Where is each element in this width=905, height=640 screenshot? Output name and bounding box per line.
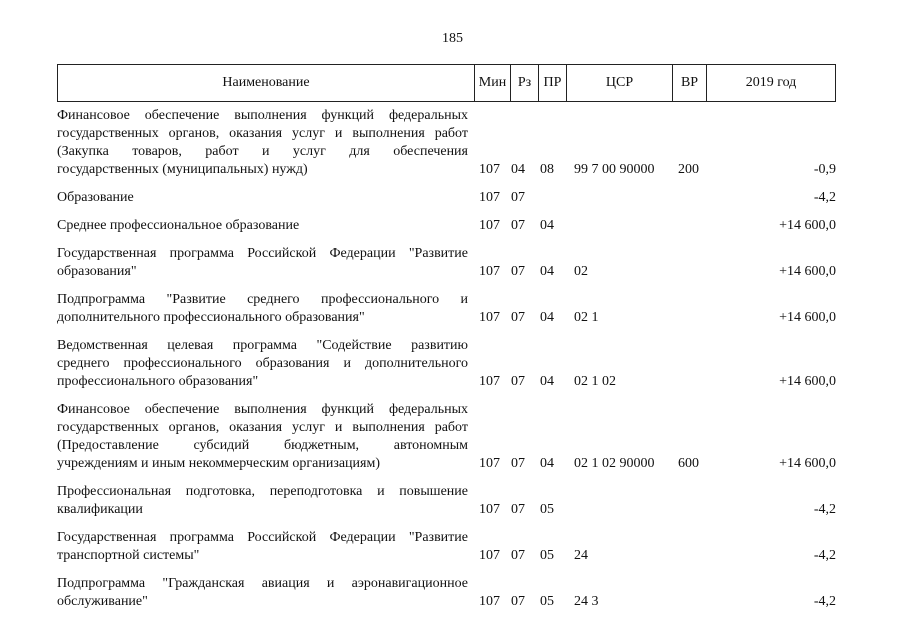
table-row <box>57 107 836 179</box>
table-row <box>57 529 836 565</box>
page-number: 185 <box>442 31 463 46</box>
row-vr: 600 <box>678 456 699 471</box>
row-name-line: государственных органов, оказания услуг и выполнения работ <box>57 126 468 141</box>
row-name-line: Образование <box>57 190 134 205</box>
row-value: -0,9 <box>813 162 836 177</box>
row-codes <box>57 455 836 473</box>
row-name-line: Ведомственная целевая программа "Содействие развитию <box>57 338 468 353</box>
row-pr: 08 <box>540 162 554 177</box>
row-name-line: дополнительного профессионального образования" <box>57 310 365 325</box>
row-csr: 02 1 <box>574 310 599 325</box>
row-min: 107 <box>479 264 500 279</box>
row-min: 107 <box>479 548 500 563</box>
row-name-line: Среднее профессиональное образование <box>57 218 300 233</box>
row-rz: 07 <box>511 310 525 325</box>
row-pr: 05 <box>540 502 554 517</box>
row-name-line: (Предоставление субсидий бюджетным, автономным <box>57 438 468 453</box>
row-csr: 02 <box>574 264 588 279</box>
row-csr: 02 1 02 90000 <box>574 456 655 471</box>
table-row <box>57 401 836 473</box>
row-min: 107 <box>479 594 500 609</box>
row-name-line: Профессиональная подготовка, переподготовка и повышение <box>57 484 468 499</box>
row-name-line: Подпрограмма "Гражданская авиация и аэронавигационное <box>57 576 468 591</box>
row-min: 107 <box>479 456 500 471</box>
table-header <box>57 64 836 102</box>
row-value: +14 600,0 <box>779 264 836 279</box>
header-rz: Рз <box>510 65 538 101</box>
row-name-line: обслуживание" <box>57 594 148 609</box>
row-vr: 200 <box>678 162 699 177</box>
row-name-line: Финансовое обеспечение выполнения функций федеральных <box>57 402 468 417</box>
row-csr: 24 <box>574 548 588 563</box>
row-name-line: (Закупка товаров, работ и услуг для обеспечения <box>57 144 468 159</box>
row-pr: 05 <box>540 548 554 563</box>
row-pr: 04 <box>540 456 554 471</box>
header-year: 2019 год <box>706 65 835 101</box>
row-codes <box>57 547 836 565</box>
table-row <box>57 245 836 281</box>
row-value: +14 600,0 <box>779 456 836 471</box>
header-csr: ЦСР <box>566 65 672 101</box>
row-pr: 04 <box>540 374 554 389</box>
row-name-line: профессионального образования" <box>57 374 259 389</box>
table-row <box>57 337 836 391</box>
row-rz: 07 <box>511 190 525 205</box>
row-codes <box>57 161 836 179</box>
row-csr: 24 3 <box>574 594 599 609</box>
row-value: -4,2 <box>813 190 836 205</box>
row-min: 107 <box>479 162 500 177</box>
row-csr: 02 1 02 <box>574 374 616 389</box>
row-rz: 07 <box>511 548 525 563</box>
row-name-line: Финансовое обеспечение выполнения функций федеральных <box>57 108 468 123</box>
row-rz: 07 <box>511 374 525 389</box>
row-pr: 04 <box>540 218 554 233</box>
table-row <box>57 575 836 611</box>
row-min: 107 <box>479 374 500 389</box>
row-name-line: государственных органов, оказания услуг и выполнения работ <box>57 420 468 435</box>
row-codes <box>57 309 836 327</box>
row-value: +14 600,0 <box>779 218 836 233</box>
row-name-line: образования" <box>57 264 137 279</box>
header-pr: ПР <box>538 65 566 101</box>
row-rz: 07 <box>511 502 525 517</box>
row-name-line: учреждениям и иным некоммерческим организациям) <box>57 456 381 471</box>
row-min: 107 <box>479 190 500 205</box>
row-name-line: Государственная программа Российской Федерации "Развитие <box>57 530 468 545</box>
row-name-line: Государственная программа Российской Федерации "Развитие <box>57 246 468 261</box>
row-name-line: транспортной системы" <box>57 548 200 563</box>
row-csr: 99 7 00 90000 <box>574 162 655 177</box>
row-name-line: государственных (муниципальных) нужд) <box>57 162 308 177</box>
header-vr: ВР <box>672 65 706 101</box>
table-row <box>57 217 836 235</box>
row-value: -4,2 <box>813 502 836 517</box>
row-rz: 07 <box>511 456 525 471</box>
table-row <box>57 291 836 327</box>
row-codes <box>57 263 836 281</box>
row-codes <box>57 217 836 235</box>
table-row <box>57 483 836 519</box>
row-codes <box>57 593 836 611</box>
row-value: -4,2 <box>813 548 836 563</box>
row-pr: 04 <box>540 264 554 279</box>
row-min: 107 <box>479 502 500 517</box>
row-codes <box>57 373 836 391</box>
row-pr: 04 <box>540 310 554 325</box>
row-codes <box>57 501 836 519</box>
table-row <box>57 189 836 207</box>
row-codes <box>57 189 836 207</box>
row-rz: 04 <box>511 162 525 177</box>
row-value: +14 600,0 <box>779 310 836 325</box>
table-body <box>57 107 836 621</box>
row-rz: 07 <box>511 218 525 233</box>
row-min: 107 <box>479 218 500 233</box>
header-min: Мин <box>474 65 510 101</box>
row-rz: 07 <box>511 594 525 609</box>
row-name-line: квалификации <box>57 502 143 517</box>
row-pr: 05 <box>540 594 554 609</box>
header-name: Наименование <box>222 75 310 90</box>
row-name-line: Подпрограмма "Развитие среднего профессионального и <box>57 292 468 307</box>
row-value: -4,2 <box>813 594 836 609</box>
row-value: +14 600,0 <box>779 374 836 389</box>
row-name-line: среднего профессионального образования и дополнительного <box>57 356 468 371</box>
row-rz: 07 <box>511 264 525 279</box>
row-min: 107 <box>479 310 500 325</box>
